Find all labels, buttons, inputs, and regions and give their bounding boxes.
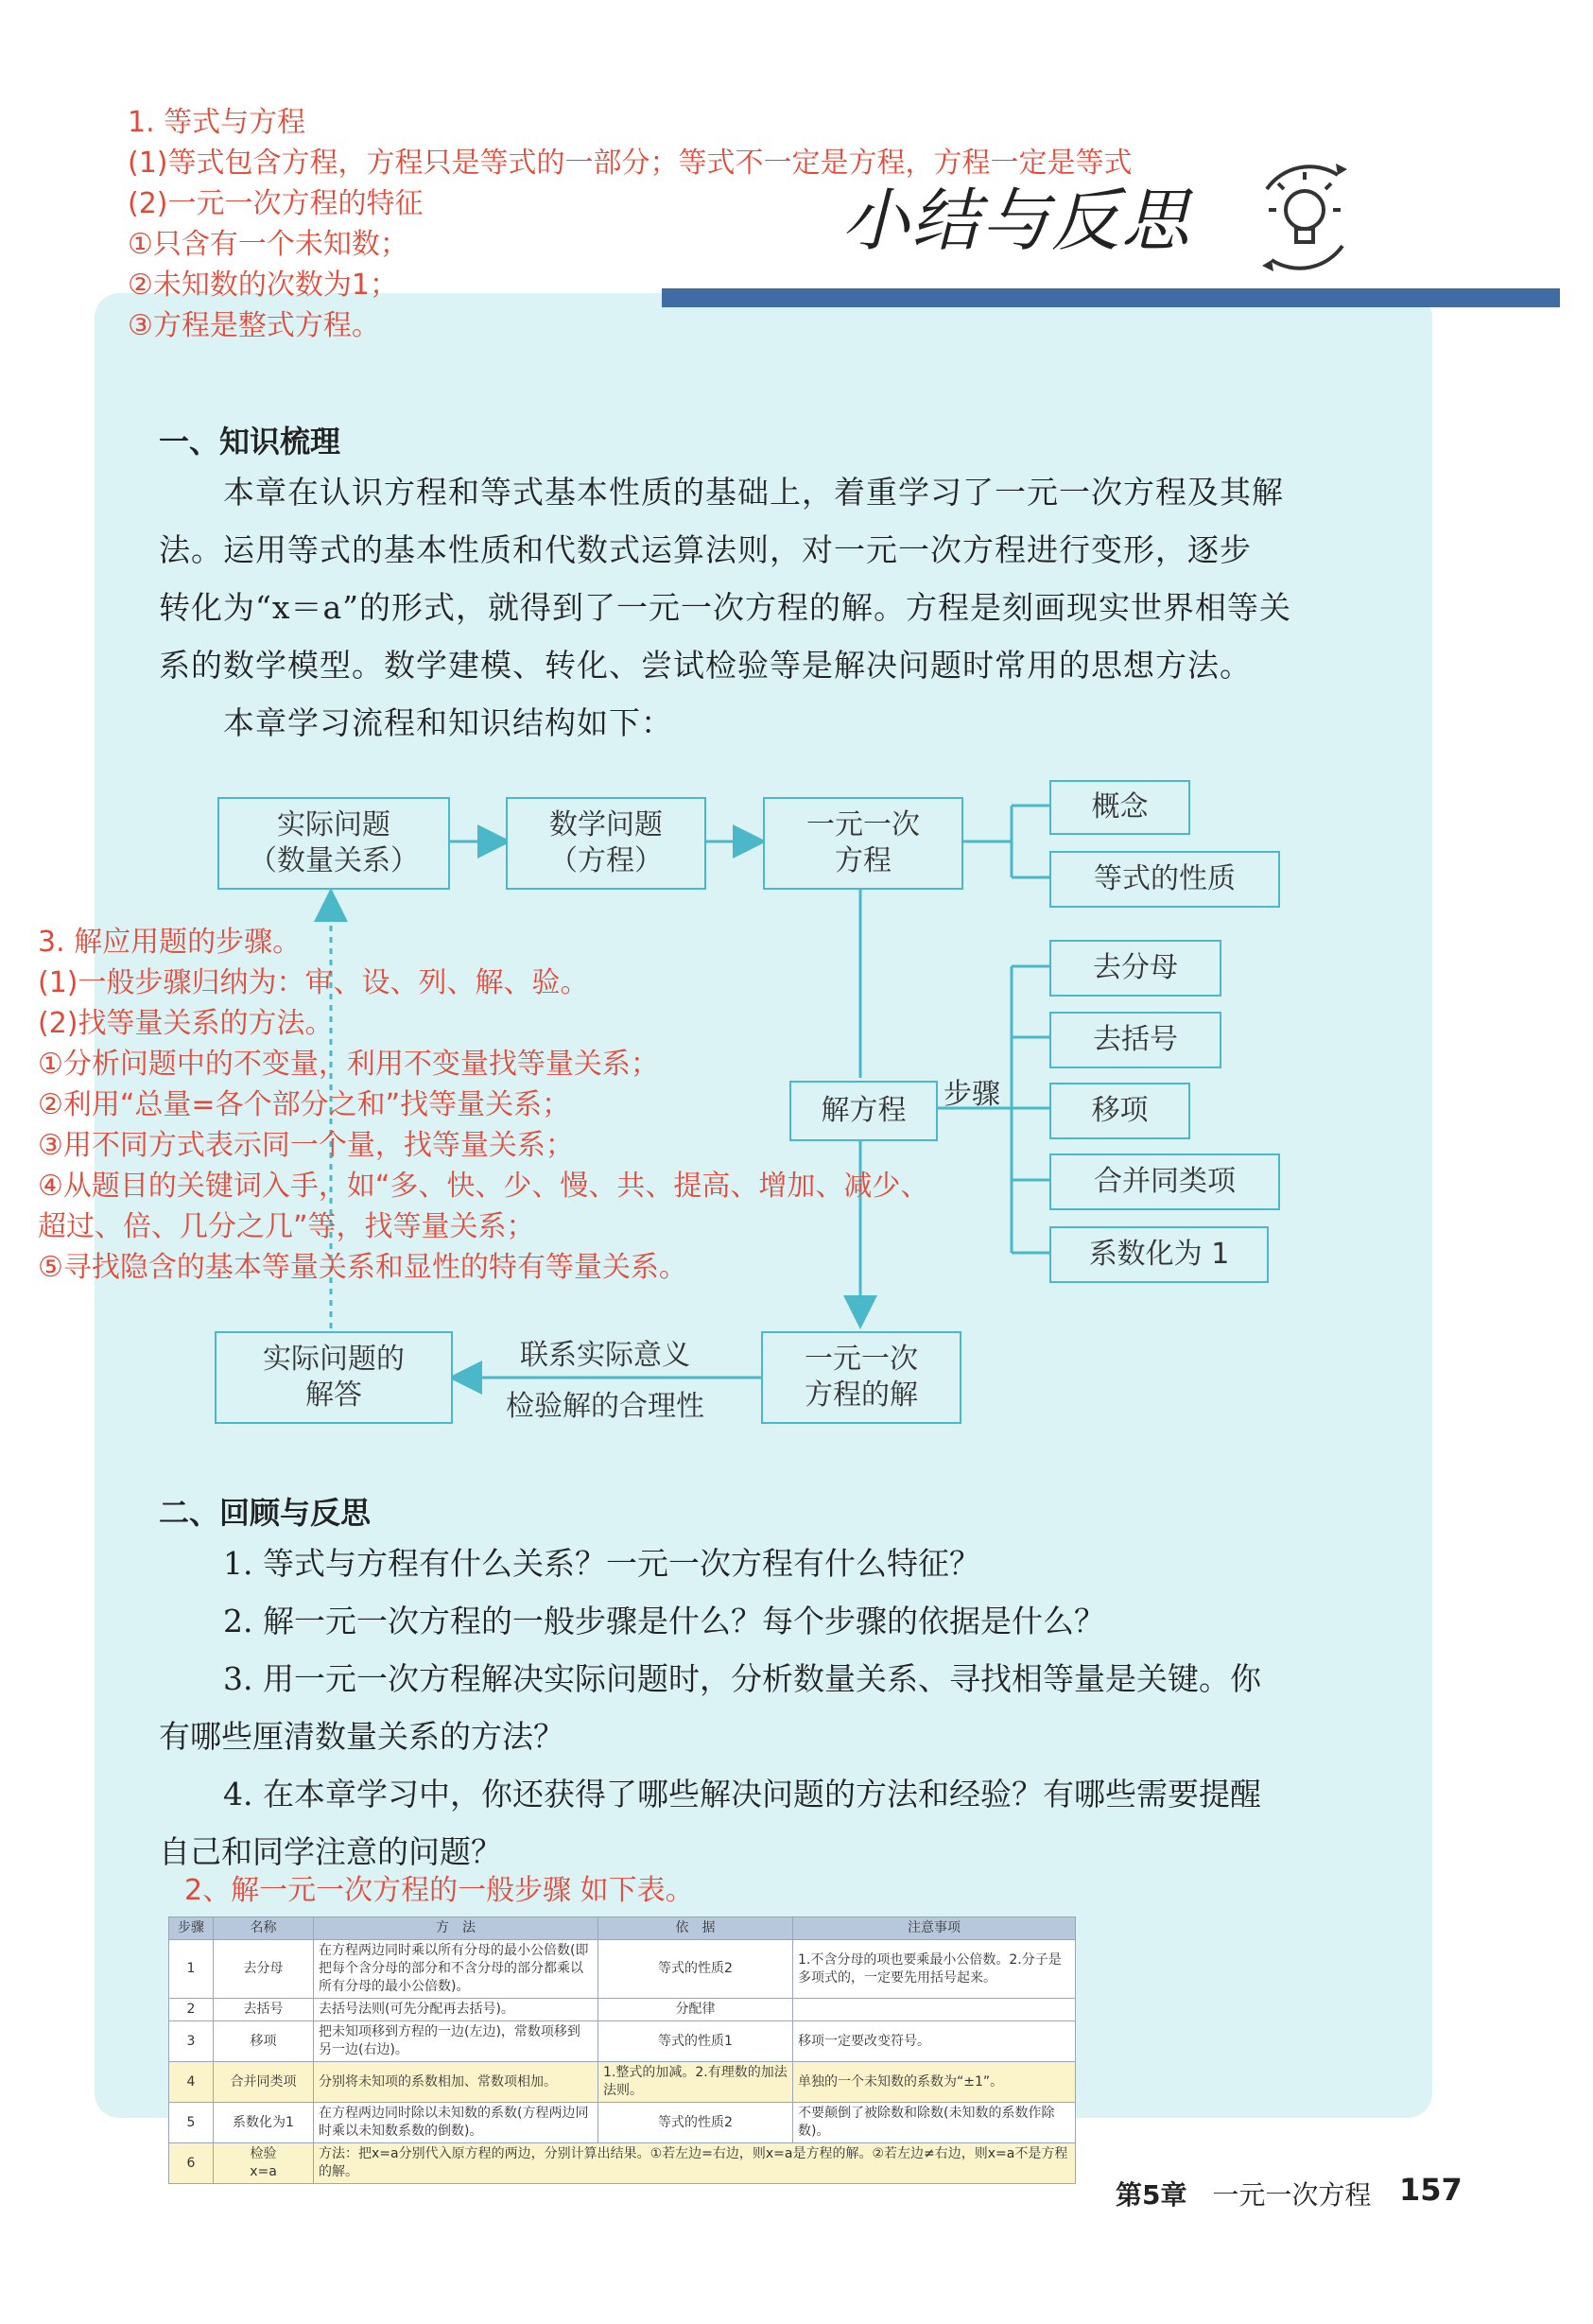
step-method: 在方程两边同时除以未知数的系数(方程两边同时乘以未知数系数的倒数)。 xyxy=(314,2103,598,2143)
flow-box-answer xyxy=(215,1331,453,1424)
box-line: 解答 xyxy=(305,1379,362,1412)
table-header: 方 法 xyxy=(314,1917,598,1940)
chapter-number: 第5章 xyxy=(1116,2179,1187,2211)
box-line: 方程的解 xyxy=(805,1379,918,1412)
note-line: (2)一元一次方程的特征 xyxy=(128,187,424,220)
flow-box-solve-equation: 解方程 xyxy=(789,1081,938,1141)
page-title: 小结与反思 xyxy=(841,181,1192,260)
box-line: 数学问题 xyxy=(549,808,663,841)
box-line: 实际问题 xyxy=(277,808,390,841)
note-line: (1)等式包含方程，方程只是等式的一部分；等式不一定是方程，方程一定是等式 xyxy=(128,147,1133,180)
step-name: 系数化为1 xyxy=(214,2103,314,2143)
step-name: 合并同类项 xyxy=(214,2062,314,2103)
step-note: 单独的一个未知数的系数为“±1”。 xyxy=(793,2062,1076,2103)
step-name: 检验 xyxy=(250,2146,277,2161)
table-header: 注意事项 xyxy=(793,1917,1076,1940)
note-line: ④从题目的关键词入手，如“多、快、少、慢、共、提高、增加、减少、 xyxy=(38,1170,929,1203)
step-method: 把未知项移到方程的一边(左边)，常数项移到另一边(右边)。 xyxy=(314,2021,598,2062)
flow-step-transpose: 移项 xyxy=(1049,1083,1190,1139)
flow-step-combine-terms: 合并同类项 xyxy=(1049,1153,1280,1210)
table-row xyxy=(169,1940,1076,1999)
table-header: 依 据 xyxy=(598,1917,793,1940)
step-number: 5 xyxy=(169,2103,214,2143)
box-line: （方程） xyxy=(549,844,663,877)
box-line: 实际问题的 xyxy=(263,1343,405,1376)
step-method: 去括号法则(可先分配再去括号)。 xyxy=(314,1999,598,2021)
steps-table xyxy=(168,1916,1076,2184)
section-heading-1: 一、知识梳理 xyxy=(159,424,341,460)
section-heading-2: 二、回顾与反思 xyxy=(159,1495,372,1531)
question-3-cont: 有哪些厘清数量关系的方法？ xyxy=(159,1718,564,1755)
step-number: 4 xyxy=(169,2062,214,2103)
table-row xyxy=(169,2143,1076,2184)
step-number: 2 xyxy=(169,1999,214,2021)
box-line: 方程 xyxy=(835,844,892,877)
question-2: 2. 解一元一次方程的一般步骤是什么？每个步骤的依据是什么？ xyxy=(223,1603,1105,1639)
step-number: 3 xyxy=(169,2021,214,2062)
step-basis: 等式的性质2 xyxy=(598,2103,793,2143)
note-line: ①分析问题中的不变量，利用不变量找等量关系； xyxy=(38,1048,659,1081)
question-4: 4. 在本章学习中，你还获得了哪些解决问题的方法和经验？有哪些需要提醒 xyxy=(223,1776,1261,1812)
step-name: 移项 xyxy=(214,2021,314,2062)
para-line: 本章学习流程和知识结构如下： xyxy=(223,704,673,741)
flow-label-check: 检验解的合理性 xyxy=(506,1390,704,1423)
step-name-cell xyxy=(214,2143,314,2184)
table-row xyxy=(169,2103,1076,2143)
question-3: 3. 用一元一次方程解决实际问题时，分析数量关系、寻找相等量是关键。你 xyxy=(223,1660,1261,1697)
question-4-cont: 自己和同学注意的问题？ xyxy=(159,1833,502,1870)
para-line: 转化为“x＝a”的形式，就得到了一元一次方程的解。方程是刻画现实世界相等关 xyxy=(159,589,1292,626)
step-basis: 分配律 xyxy=(598,1999,793,2021)
step-note: 1.不含分母的项也要乘最小公倍数。2.分子是多项式的，一定要先用括号起来。 xyxy=(793,1940,1076,1999)
flow-box-real-problem xyxy=(217,797,450,890)
step-number: 6 xyxy=(169,2143,214,2184)
page-number: 157 xyxy=(1399,2172,1463,2208)
step-basis: 等式的性质1 xyxy=(598,2021,793,2062)
step-note xyxy=(793,1999,1076,2021)
step-note: 移项一定要改变符号。 xyxy=(793,2021,1076,2062)
flow-box-concept: 概念 xyxy=(1049,780,1190,835)
para-line: 系的数学模型。数学建模、转化、尝试检验等是解决问题时常用的思想方法。 xyxy=(159,647,1252,684)
footer-chapter xyxy=(1116,2175,1371,2212)
box-line: （数量关系） xyxy=(249,844,419,877)
note-line: ③用不同方式表示同一个量，找等量关系； xyxy=(38,1129,574,1162)
table-row xyxy=(169,1999,1076,2021)
step-method: 分别将未知项的系数相加、常数项相加。 xyxy=(314,2062,598,2103)
step-number: 1 xyxy=(169,1940,214,1999)
note-line: (2)找等量关系的方法。 xyxy=(38,1007,334,1040)
table-row xyxy=(169,2062,1076,2103)
flow-box-math-problem xyxy=(506,797,706,890)
step-name: 去分母 xyxy=(214,1940,314,1999)
box-line: 一元一次 xyxy=(806,808,920,841)
flow-step-coefficient-one: 系数化为 1 xyxy=(1049,1226,1269,1283)
step-method: 方法：把x=a分别代入原方程的两边，分别计算出结果。①若左边=右边，则x=a是方程的解。②若左边≠右边，则x=a不是方程的解。 xyxy=(314,2143,1076,2184)
note-line: ②利用“总量=各个部分之和”找等量关系； xyxy=(38,1088,571,1121)
note-line: ①只含有一个未知数； xyxy=(128,228,408,261)
flow-box-linear-equation xyxy=(763,797,963,890)
para-line: 本章在认识方程和等式基本性质的基础上，着重学习了一元一次方程及其解 xyxy=(223,474,1284,511)
step-name: 去括号 xyxy=(214,1999,314,2021)
flow-step-remove-brackets: 去括号 xyxy=(1049,1012,1221,1068)
flow-label-link: 联系实际意义 xyxy=(520,1339,690,1372)
note-line: ⑤寻找隐含的基本等量关系和显性的特有等量关系。 xyxy=(38,1251,687,1284)
step-basis: 1.整式的加减。2.有理数的加法法则。 xyxy=(598,2062,793,2103)
chapter-title: 一元一次方程 xyxy=(1212,2179,1372,2211)
flow-label-steps: 步骤 xyxy=(944,1078,1000,1111)
note-line: ②未知数的次数为1； xyxy=(128,269,398,302)
note-line: 超过、倍、几分之几”等，找等量关系； xyxy=(38,1210,535,1243)
note-line: (1)一般步骤归纳为：审、设、列、解、验。 xyxy=(38,966,589,999)
table-row xyxy=(169,2021,1076,2062)
note-table-intro: 2、解一元一次方程的一般步骤 如下表。 xyxy=(184,1874,694,1907)
table-header-row xyxy=(169,1917,1076,1940)
note-line: ③方程是整式方程。 xyxy=(128,309,380,342)
flow-box-solution xyxy=(761,1331,961,1424)
note-application-steps xyxy=(38,922,928,1288)
flow-box-equality-property: 等式的性质 xyxy=(1049,851,1280,908)
para-line: 法。运用等式的基本性质和代数式运算法则，对一元一次方程进行变形，逐步 xyxy=(159,531,1252,568)
table-header: 名称 xyxy=(214,1917,314,1940)
step-name-sub: x=a xyxy=(250,2164,277,2179)
review-questions xyxy=(159,1535,1388,1881)
box-line: 一元一次 xyxy=(805,1343,918,1376)
note-line: 1. 等式与方程 xyxy=(128,106,306,139)
step-method: 在方程两边同时乘以所有分母的最小公倍数(即把每个含分母的部分和不含分母的部分都乘以所有分母的最小公倍数)。 xyxy=(314,1940,598,1999)
step-note: 不要颠倒了被除数和除数(未知数的系数作除数)。 xyxy=(793,2103,1076,2143)
note-line: 3. 解应用题的步骤。 xyxy=(38,926,302,959)
table-header: 步骤 xyxy=(169,1917,214,1940)
step-basis: 等式的性质2 xyxy=(598,1940,793,1999)
flow-step-remove-denominator: 去分母 xyxy=(1049,940,1221,997)
question-1: 1. 等式与方程有什么关系？一元一次方程有什么特征？ xyxy=(223,1545,980,1582)
